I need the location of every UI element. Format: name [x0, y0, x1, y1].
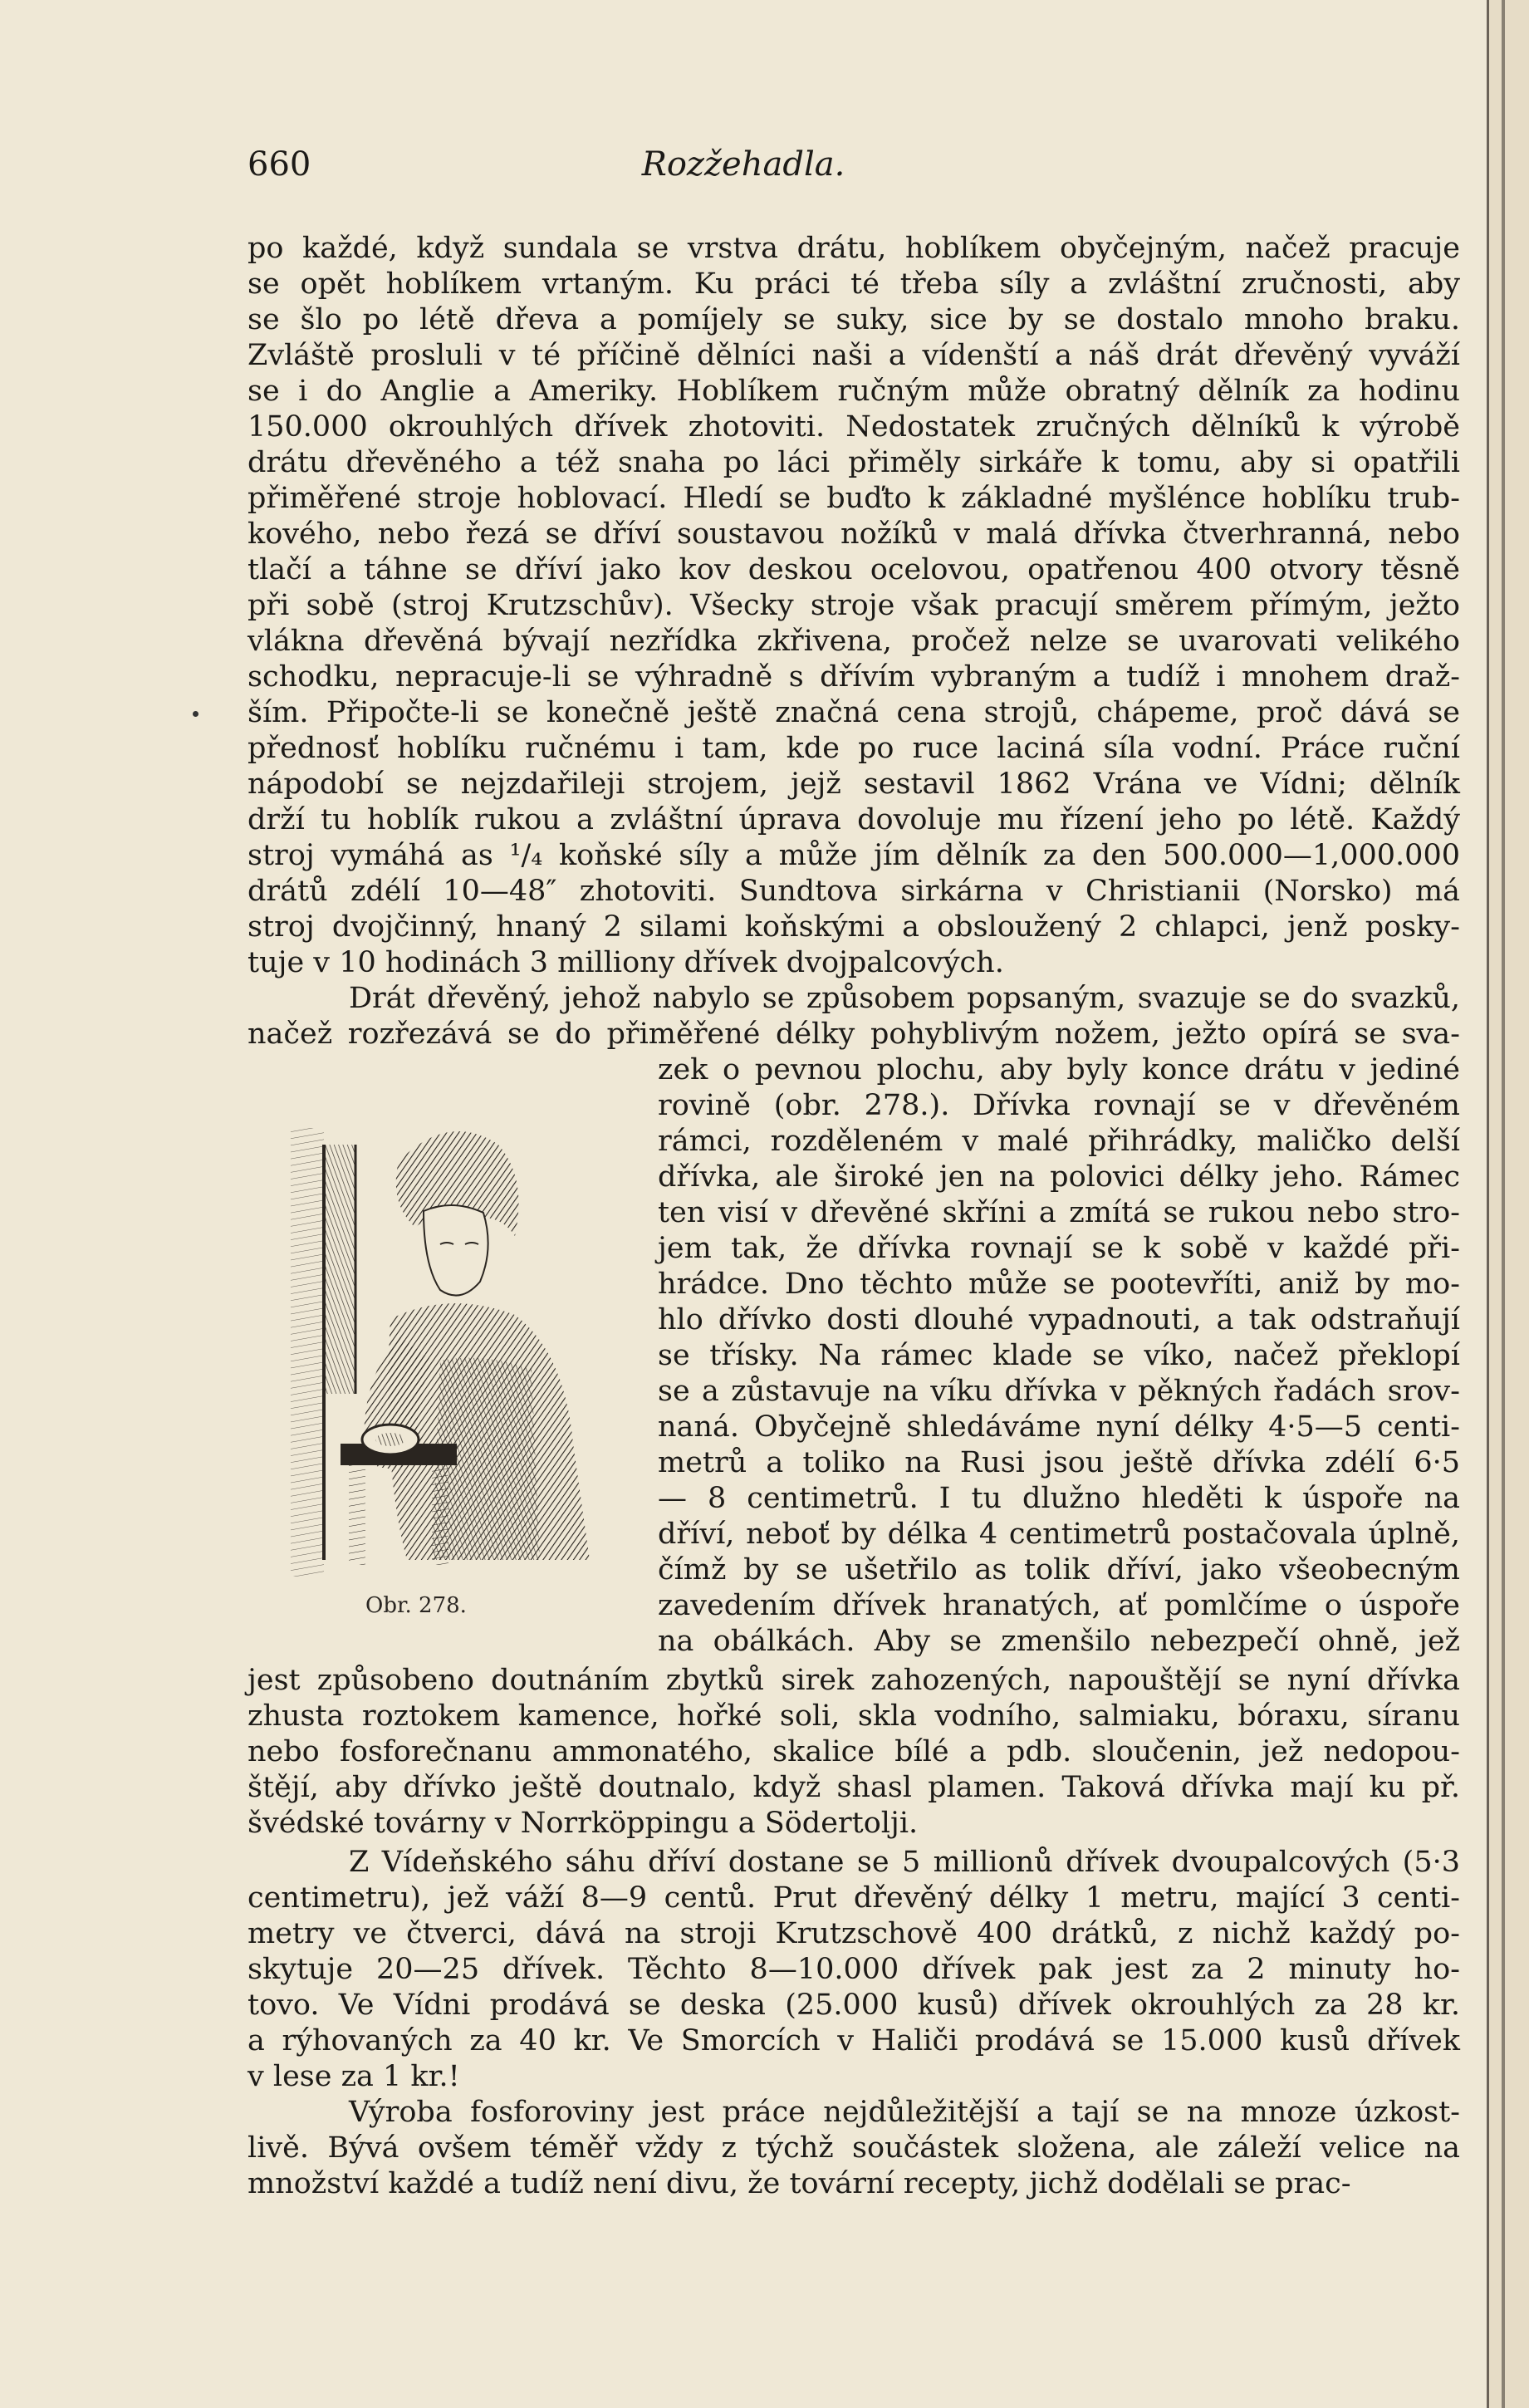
text-line: dřívka, ale široké jen na polovici délky jeho. Rámec	[658, 1160, 1460, 1194]
figure-caption: Obr. 278.	[365, 1593, 467, 1618]
text-line: drátu dřevěného a též snaha po láci přiměly sirkáře k tomu, aby si opatřili	[247, 446, 1460, 479]
text-line: naná. Obyčejně shledáváme nyní délky 4·5—5 centi-	[658, 1410, 1460, 1444]
running-title: Rozžehadla.	[641, 145, 845, 184]
text-line: stroj vymáhá as ¹/₄ koňské síly a může jím dělník za den 500.000—1,000.000	[247, 839, 1460, 872]
text-line: štějí, aby dřívko ještě doutnalo, když shasl plamen. Taková dřívka mají ku př.	[247, 1771, 1460, 1804]
text-line: zavedením dřívek hranatých, ať pomlčíme o úspoře	[658, 1589, 1460, 1622]
text-line: se třísky. Na rámec klade se víko, načež překlopí	[658, 1339, 1460, 1372]
text-line: rámci, rozděleném v malé přihrádky, maličko delší	[658, 1125, 1460, 1158]
text-line: tuje v 10 hodinách 3 milliony dřívek dvojpalcových.	[247, 946, 1004, 979]
text-line: Z Vídeňského sáhu dříví dostane se 5 millionů dřívek dvoupalcových (5·3	[349, 1846, 1460, 1879]
text-line: zhusta roztokem kamence, hořké soli, skla vodního, salmiaku, bóraxu, síranu	[247, 1699, 1460, 1733]
text-line: stroj dvojčinný, hnaný 2 silami koňskými a obsloužený 2 chlapci, jenž posky-	[247, 910, 1460, 944]
text-line: drží tu hoblík rukou a zvláštní úprava dovoluje mu řízení jeho po létě. Každý	[247, 803, 1460, 836]
text-line: 150.000 okrouhlých dřívek zhotoviti. Nedostatek zručných dělníků k výrobě	[247, 410, 1460, 444]
text-line: množství každé a tudíž není divu, že tovární recepty, jichž dodělali se prac-	[247, 2167, 1351, 2200]
worker-engraving-illustration	[291, 1111, 606, 1577]
text-line: a rýhovaných za 40 kr. Ve Smorcích v Haliči prodává se 15.000 kusů dřívek	[247, 2024, 1460, 2057]
binding-shadow	[1502, 0, 1505, 2408]
text-line: Drát dřevěný, jehož nabylo se způsobem popsaným, svazuje se do svazků,	[349, 982, 1460, 1015]
text-line: se a zůstavuje na víku dřívka v pěkných řadách srov-	[658, 1375, 1460, 1408]
page-edge	[1487, 0, 1529, 2408]
text-line: schodku, nepracuje-li se výhradně s dřívím vybraným a tudíž i mnohem draž-	[247, 660, 1460, 694]
text-line: nebo fosforečnanu ammonatého, skalice bílé a pdb. sloučenin, jež nedopou-	[247, 1735, 1460, 1768]
text-line: švédské továrny v Norrköppingu a Södertolji.	[247, 1807, 919, 1840]
text-line: centimetru), jež váží 8—9 centů. Prut dřevěný délky 1 metru, mající 3 centi-	[247, 1881, 1460, 1915]
text-line: — 8 centimetrů. I tu dlužno hleděti k úspoře na	[658, 1482, 1460, 1515]
text-line: čímž by se ušetřilo as tolik dříví, jako všeobecným	[658, 1553, 1460, 1587]
text-line: se šlo po létě dřeva a pomíjely se suky, sice by se dostalo mnoho braku.	[247, 303, 1460, 336]
text-line: ten visí v dřevěné skříni a zmítá se rukou nebo stro-	[658, 1196, 1460, 1229]
text-line: vlákna dřevěná bývají nezřídka zkřivena, pročež nelze se uvarovati velikého	[247, 625, 1460, 658]
text-line: zek o pevnou plochu, aby byly konce drátu v jediné	[658, 1053, 1460, 1086]
text-line: kového, nebo řezá se dříví soustavou nožíků v malá dřívka čtverhranná, nebo	[247, 517, 1460, 551]
text-line: nápodobí se nejzdařileji strojem, jejž sestavil 1862 Vrána ve Vídni; dělník	[247, 768, 1460, 801]
text-line: přednosť hoblíku ručnému i tam, kde po ruce laciná síla vodní. Práce ruční	[247, 732, 1460, 765]
text-line: skytuje 20—25 dřívek. Těchto 8—10.000 dřívek pak jest za 2 minuty ho-	[247, 1953, 1460, 1986]
text-line: hlo dřívko dosti dlouhé vypadnouti, a tak odstraňují	[658, 1303, 1460, 1336]
text-line: jest způsobeno doutnáním zbytků sirek zahozených, napouštějí se nyní dřívka	[247, 1664, 1460, 1697]
margin-speck	[193, 711, 198, 717]
text-line: po každé, když sundala se vrstva drátu, hoblíkem obyčejným, načež pracuje	[247, 232, 1460, 265]
text-line: metry ve čtverci, dává na stroji Krutzschově 400 drátků, z nichž každý po-	[247, 1917, 1460, 1950]
text-line: na obálkách. Aby se zmenšilo nebezpečí ohně, jež	[658, 1625, 1460, 1658]
page-number: 660	[247, 145, 311, 184]
text-line: ším. Připočte-li se konečně ještě značná cena strojů, chápeme, proč dává se	[247, 696, 1460, 729]
text-line: při sobě (stroj Krutzschův). Všecky stroje však pracují směrem přímým, ježto	[247, 589, 1460, 622]
text-line: Zvláště prosluli v té příčině dělníci naši a vídenští a náš drát dřevěný vyváží	[247, 339, 1460, 372]
text-line: Výroba fosforoviny jest práce nejdůležitější a tají se na mnoze úzkost-	[349, 2096, 1460, 2129]
text-line: metrů a toliko na Rusi jsou ještě dřívka zdélí 6·5	[658, 1446, 1460, 1479]
text-line: livě. Bývá ovšem téměř vždy z týchž součástek složena, ale záleží velice na	[247, 2131, 1460, 2165]
text-line: hrádce. Dno těchto může se pootevříti, aniž by mo-	[658, 1268, 1460, 1301]
text-line: přiměřené stroje hoblovací. Hledí se buďto k základné myšlénce hoblíku trub-	[247, 482, 1460, 515]
text-line: drátů zdélí 10—48″ zhotoviti. Sundtova sirkárna v Christianii (Norsko) má	[247, 875, 1460, 908]
text-line: se i do Anglie a Ameriky. Hoblíkem ručným může obratný dělník za hodinu	[247, 375, 1460, 408]
text-line: dříví, neboť by délka 4 centimetrů postačovala úplně,	[658, 1518, 1460, 1551]
text-line: v lese za 1 kr.!	[247, 2060, 460, 2093]
text-line: tlačí a táhne se dříví jako kov deskou ocelovou, opatřenou 400 otvory těsně	[247, 553, 1460, 586]
text-line: rovině (obr. 278.). Dřívka rovnají se v dřevěném	[658, 1089, 1460, 1122]
text-line: tovo. Ve Vídni prodává se deska (25.000 kusů) dřívek okrouhlých za 28 kr.	[247, 1989, 1460, 2022]
text-line: jem tak, že dřívka rovnají se k sobě v každé při-	[658, 1232, 1460, 1265]
text-line: načež rozřezává se do přiměřené délky pohyblivým nožem, ježto opírá se sva-	[247, 1018, 1460, 1051]
text-line: se opět hoblíkem vrtaným. Ku práci té třeba síly a zvláštní zručnosti, aby	[247, 267, 1460, 301]
